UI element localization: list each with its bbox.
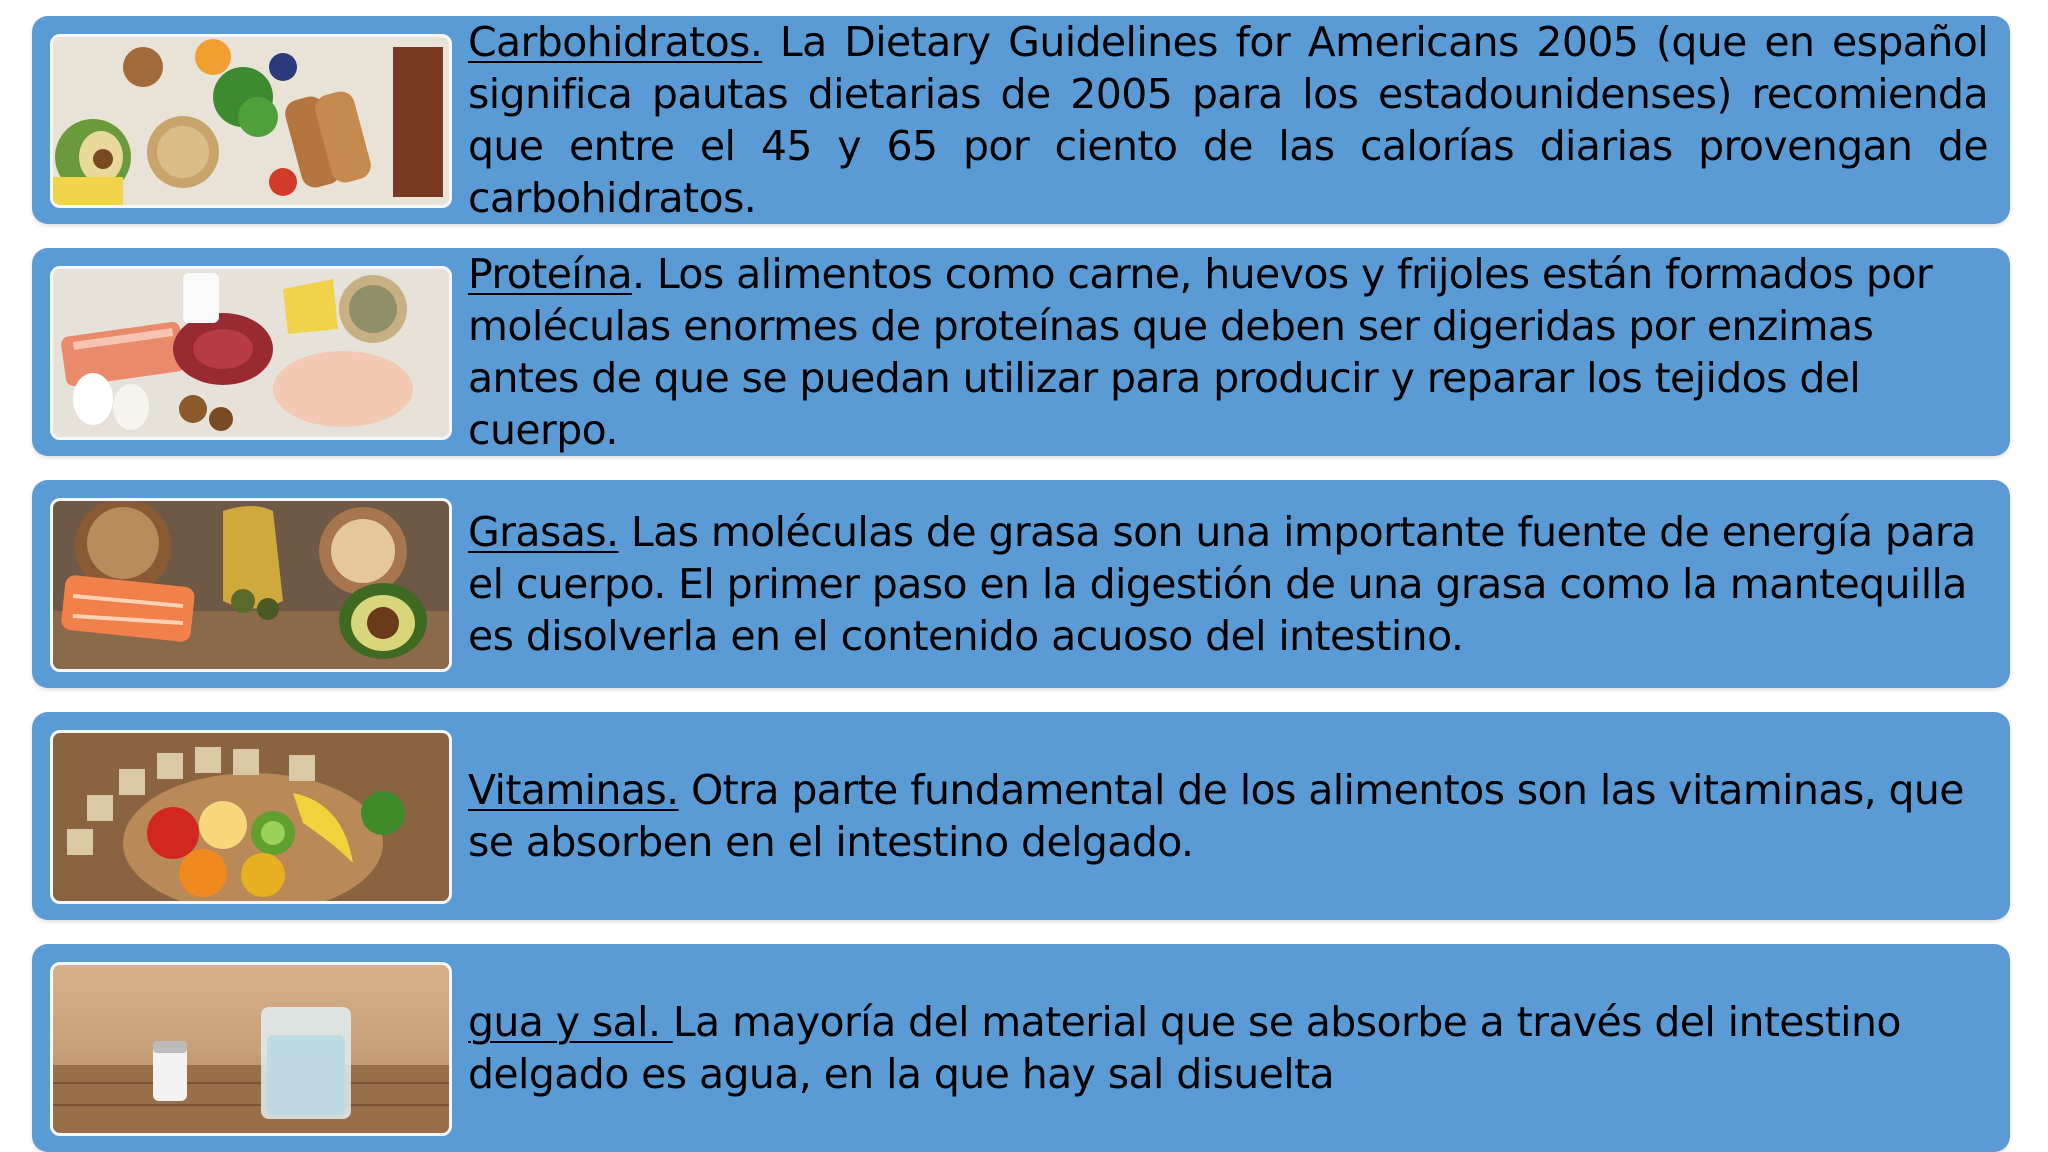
card-vitaminas — [32, 712, 2010, 920]
card-body: Otra parte fundamental de los alimentos son las vitaminas, que se absorben en el intestino delgado. — [468, 766, 1964, 866]
protein-foods-image — [50, 266, 452, 440]
card-heading: Vitaminas. — [468, 766, 679, 814]
card-body: La mayoría del material que se absorbe a través del intestino delgado es agua, en la que hay sal disuelta — [468, 998, 1901, 1098]
card-heading: gua y sal. — [468, 998, 673, 1046]
carbohydrate-foods-image — [50, 34, 452, 208]
card-proteina — [32, 248, 2010, 456]
card-paragraph — [468, 248, 1988, 456]
fat-foods-image — [50, 498, 452, 672]
card-text — [468, 712, 1988, 920]
card-body: Las moléculas de grasa son una importante fuente de energía para el cuerpo. El primer paso en la digestión de una grasa como la mantequilla es disolverla en el contenido acuoso del intestino. — [468, 508, 1976, 660]
card-text — [468, 248, 1988, 456]
card-paragraph — [468, 16, 1988, 224]
water-and-salt-image — [50, 962, 452, 1136]
card-paragraph — [468, 996, 1988, 1100]
card-heading: Grasas. — [468, 508, 619, 556]
card-agua-y-sal — [32, 944, 2010, 1152]
card-carbohidratos — [32, 16, 2010, 224]
card-heading: Carbohidratos. — [468, 18, 763, 66]
card-body: La Dietary Guidelines for Americans 2005 (que en español significa pautas dietarias de 2005 para los estadounidenses) recomienda que entre el 45 y 65 por ciento de las calorías diarias provengan de carbohidratos. — [468, 18, 1988, 222]
vitamin-c-foods-image — [50, 730, 452, 904]
card-text — [468, 480, 1988, 688]
card-paragraph — [468, 506, 1988, 662]
card-grasas — [32, 480, 2010, 688]
card-text — [468, 944, 1988, 1152]
card-body: . Los alimentos como carne, huevos y frijoles están formados por moléculas enormes de proteínas que deben ser digeridas por enzimas antes de que se puedan utilizar para producir y reparar los tejidos del cuerpo. — [468, 250, 1933, 454]
card-paragraph — [468, 764, 1988, 868]
card-text — [468, 16, 1988, 224]
card-heading: Proteína — [468, 250, 633, 298]
